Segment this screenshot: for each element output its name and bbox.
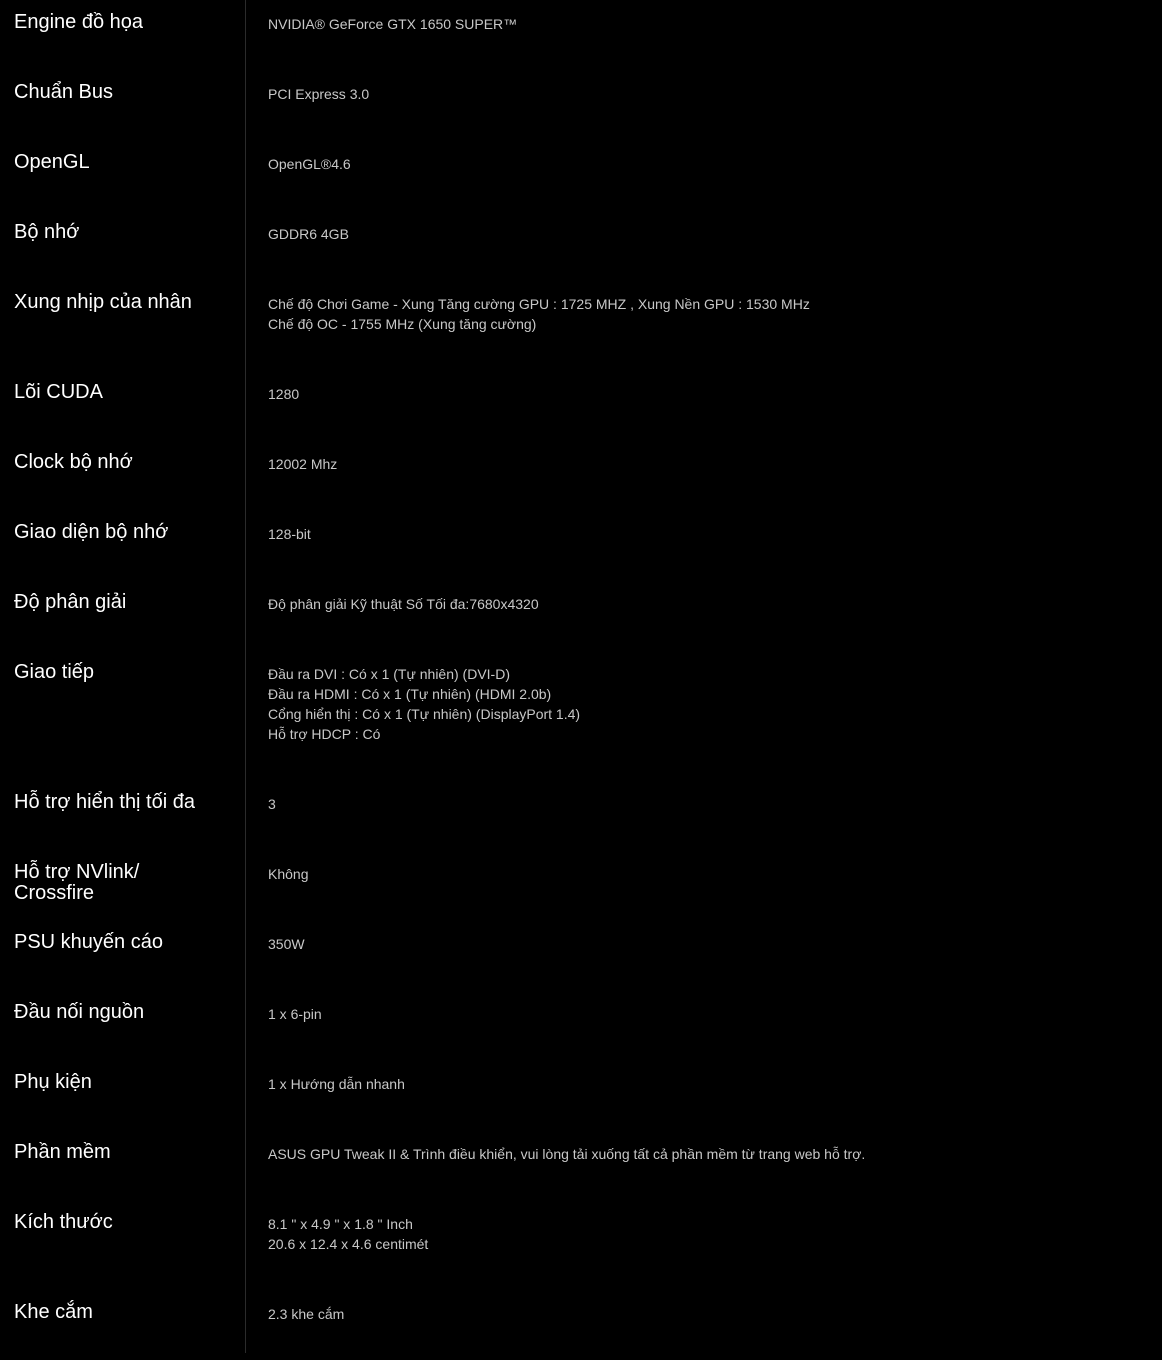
spec-label: Phần mềm xyxy=(14,1141,111,1163)
spec-value-line: 1 x Hướng dẫn nhanh xyxy=(268,1076,405,1092)
spec-value xyxy=(246,1130,865,1200)
spec-value-line: 350W xyxy=(268,936,305,952)
spec-value-line: Đầu ra HDMI : Có x 1 (Tự nhiên) (HDMI 2.0b) xyxy=(268,686,552,702)
spec-value-line: Hỗ trợ HDCP : Có xyxy=(268,726,381,742)
spec-label: Clock bộ nhớ xyxy=(14,451,133,473)
spec-row xyxy=(0,70,1162,140)
spec-row xyxy=(0,990,1162,1060)
spec-row xyxy=(0,650,1162,780)
spec-row xyxy=(0,850,1162,920)
spec-row xyxy=(0,0,1162,70)
spec-label: Giao diện bộ nhớ xyxy=(14,521,169,543)
spec-row xyxy=(0,510,1162,580)
spec-value xyxy=(246,510,311,580)
spec-label: Độ phân giải xyxy=(14,591,127,613)
spec-label: Hỗ trợ hiển thị tối đa xyxy=(14,791,195,813)
spec-row xyxy=(0,580,1162,650)
spec-value xyxy=(246,440,337,510)
spec-value-line: OpenGL®4.6 xyxy=(268,156,351,172)
spec-label: Khe cắm xyxy=(14,1301,93,1323)
spec-value-line: Không xyxy=(268,866,309,882)
spec-value-line: 12002 Mhz xyxy=(268,456,338,472)
spec-label: Kích thước xyxy=(14,1211,113,1233)
spec-value xyxy=(246,850,308,920)
spec-value-line: Đầu ra DVI : Có x 1 (Tự nhiên) (DVI-D) xyxy=(268,666,510,682)
spec-value xyxy=(246,140,351,210)
spec-value xyxy=(246,210,349,280)
spec-value xyxy=(246,1200,428,1290)
spec-value-line: 128-bit xyxy=(268,526,311,542)
spec-value xyxy=(246,990,322,1060)
spec-label: Xung nhịp của nhân xyxy=(14,291,192,313)
spec-row xyxy=(0,1060,1162,1130)
spec-value-line: Chế độ Chơi Game - Xung Tăng cường GPU : 1725 MHZ , Xung Nền GPU : 1530 MHz xyxy=(268,296,810,312)
spec-label: Bộ nhớ xyxy=(14,221,80,243)
spec-value-line: 8.1 " x 4.9 " x 1.8 " Inch xyxy=(268,1216,413,1232)
spec-value-line: 2.3 khe cắm xyxy=(268,1306,345,1322)
spec-row xyxy=(0,280,1162,370)
spec-value xyxy=(246,70,369,140)
spec-label-line: Crossfire xyxy=(14,882,95,904)
spec-row xyxy=(0,1130,1162,1200)
spec-label: Engine đồ họa xyxy=(14,11,144,33)
spec-label: Phụ kiện xyxy=(14,1071,92,1093)
spec-value-line: 20.6 x 12.4 x 4.6 centimét xyxy=(268,1236,429,1252)
spec-label: OpenGL xyxy=(14,151,90,173)
spec-value xyxy=(246,580,539,650)
spec-row xyxy=(0,210,1162,280)
spec-value-line: 3 xyxy=(268,796,276,812)
spec-value xyxy=(246,920,305,990)
spec-label: Giao tiếp xyxy=(14,661,95,683)
spec-row xyxy=(0,1290,1162,1360)
spec-value-line: Độ phân giải Kỹ thuật Số Tối đa:7680x4320 xyxy=(268,596,539,612)
spec-value xyxy=(246,370,299,440)
spec-value-line: 1280 xyxy=(268,386,300,402)
spec-value-line: Cổng hiển thị : Có x 1 (Tự nhiên) (DisplayPort 1.4) xyxy=(268,706,581,722)
spec-value xyxy=(246,650,580,780)
spec-row xyxy=(0,920,1162,990)
spec-label: Chuẩn Bus xyxy=(14,81,113,103)
spec-value-line: PCI Express 3.0 xyxy=(268,86,370,102)
spec-value-line: 1 x 6-pin xyxy=(268,1006,322,1022)
spec-value xyxy=(246,0,517,70)
spec-value xyxy=(246,780,276,850)
spec-label: Đầu nối nguồn xyxy=(14,1001,145,1023)
spec-value xyxy=(246,280,810,370)
spec-row xyxy=(0,1200,1162,1290)
spec-value xyxy=(246,1290,344,1360)
spec-row xyxy=(0,370,1162,440)
spec-value-line: GDDR6 4GB xyxy=(268,226,349,242)
spec-value xyxy=(246,1060,405,1130)
spec-row xyxy=(0,440,1162,510)
spec-row xyxy=(0,780,1162,850)
spec-label: Lõi CUDA xyxy=(14,381,103,403)
spec-row xyxy=(0,140,1162,210)
spec-label: PSU khuyến cáo xyxy=(14,931,163,953)
spec-label-line: Hỗ trợ NVlink/ xyxy=(14,861,140,883)
spec-value-line: NVIDIA® GeForce GTX 1650 SUPER™ xyxy=(268,16,518,32)
spec-value-line: Chế độ OC - 1755 MHz (Xung tăng cường) xyxy=(268,316,537,332)
spec-label xyxy=(0,850,246,920)
spec-value-line: ASUS GPU Tweak II & Trình điều khiển, vui lòng tải xuống tất cả phần mềm từ trang web hỗ trợ. xyxy=(268,1146,866,1162)
